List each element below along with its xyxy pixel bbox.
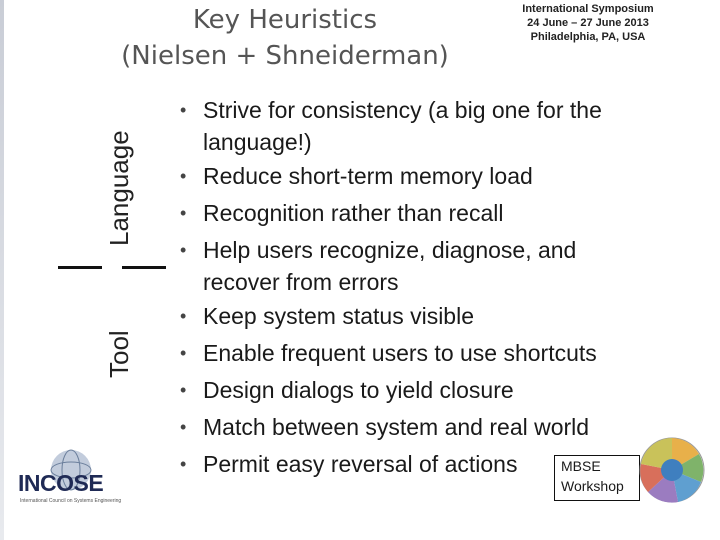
slide-title-line1: Key Heuristics — [192, 5, 378, 35]
incose-logo — [18, 448, 124, 508]
slide-left-edge — [0, 0, 4, 540]
list-item-text-cont: recover from errors — [203, 269, 399, 295]
language-label: Language — [104, 130, 134, 246]
list-item-text: Permit easy reversal of actions — [203, 451, 518, 477]
list-item — [176, 409, 676, 446]
list-item-text: Enable frequent users to use shortcuts — [203, 340, 597, 366]
conference-location: Philadelphia, PA, USA — [530, 31, 646, 43]
list-item — [176, 298, 676, 335]
list-item-text: Match between system and real world — [203, 414, 590, 440]
badge-line2: Workshop — [561, 478, 624, 494]
list-item — [176, 195, 676, 232]
tool-label: Tool — [104, 330, 134, 378]
conference-name: International Symposium — [522, 3, 654, 15]
list-item-text: Keep system status visible — [203, 303, 475, 329]
mbse-wheel-icon — [638, 436, 706, 504]
mbse-badge — [554, 455, 640, 501]
list-item — [176, 232, 676, 298]
conference-dates: 24 June – 27 June 2013 — [527, 17, 649, 29]
list-item-text-cont: language!) — [203, 129, 312, 155]
badge-line1: MBSE — [561, 458, 601, 474]
heuristics-list — [176, 92, 676, 483]
list-item — [176, 372, 676, 409]
footer-text — [222, 510, 502, 518]
list-item-text: Recognition rather than recall — [203, 200, 504, 226]
list-item-text: Reduce short-term memory load — [203, 163, 533, 189]
logo-text: INCOSE — [18, 470, 104, 496]
slide-title — [100, 2, 470, 74]
list-item-text: Strive for consistency (a big one for the — [203, 97, 602, 123]
conference-info — [488, 2, 688, 44]
list-item — [176, 335, 676, 372]
divider-line-right — [122, 266, 166, 269]
list-item — [176, 92, 676, 158]
slide-title-line2: (Nielsen + Shneiderman) — [121, 41, 449, 71]
list-item-text: Design dialogs to yield closure — [203, 377, 514, 403]
divider-line-left — [58, 266, 102, 269]
logo-tagline: International Council on Systems Engineering — [20, 498, 122, 504]
list-item — [176, 158, 676, 195]
list-item-text: Help users recognize, diagnose, and — [203, 237, 577, 263]
